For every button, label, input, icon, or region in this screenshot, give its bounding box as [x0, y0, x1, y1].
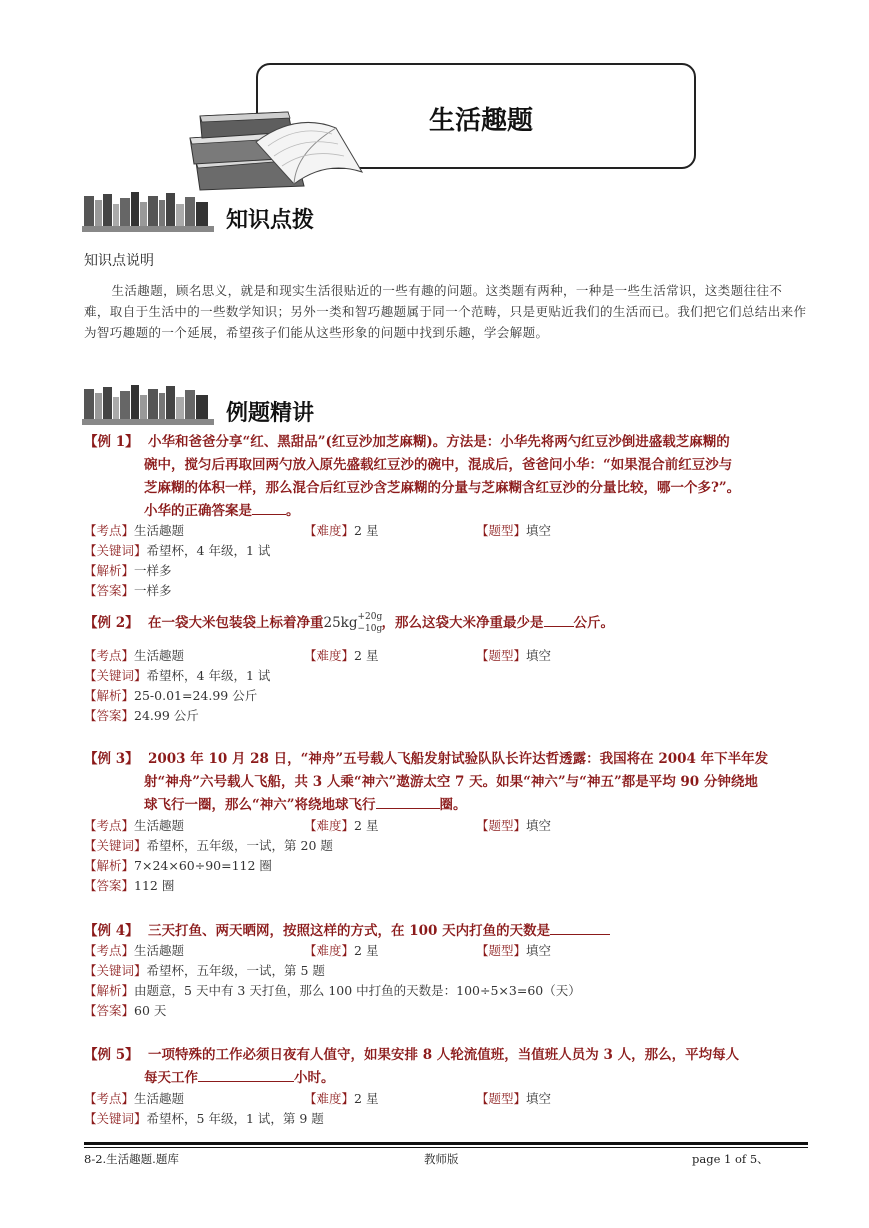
example-2-question: [84, 612, 814, 636]
question-text: 小时。: [294, 1070, 335, 1086]
question-line: [144, 794, 467, 816]
meta-label: 【关键词】: [84, 838, 147, 853]
meta-label: 【答案】: [84, 878, 135, 893]
meta-value: 60 天: [134, 1003, 167, 1018]
question-text: 小华的正确答案是: [144, 503, 252, 519]
question-text: ，那么这袋大米净重最少是: [381, 615, 544, 631]
meta-label: 【考点】: [84, 648, 135, 663]
meta-label: 【关键词】: [84, 543, 147, 558]
meta-value: 希望杯，五年级，一试，第 20 题: [146, 838, 333, 853]
question-text: 在一袋大米包装袋上标着净重: [148, 615, 324, 631]
meta-value: 2 星: [354, 943, 379, 958]
example-4-meta: [84, 941, 814, 1021]
question-text: 三天打鱼、两天晒网，按照这样的方式，在 100 天内打鱼的天数是: [148, 923, 551, 939]
meta-value: 由题意，5 天中有 3 天打鱼，那么 100 中打鱼的天数是：100÷5×3=60（天）: [134, 983, 581, 998]
meta-label: 【考点】: [84, 1091, 135, 1106]
answer-blank: [252, 500, 286, 515]
example-1-meta: [84, 521, 814, 601]
example-5-meta: [84, 1089, 814, 1129]
meta-label: 【难度】: [304, 943, 355, 958]
example-label: 【例 4】: [84, 923, 139, 939]
meta-value: 一样多: [134, 563, 172, 578]
meta-label: 【题型】: [476, 818, 527, 833]
meta-label: 【难度】: [304, 523, 355, 538]
meta-label: 【答案】: [84, 1003, 135, 1018]
section-title-knowledge: 知识点拨: [226, 208, 315, 233]
meta-label: 【关键词】: [84, 1111, 147, 1126]
meta-value: 24.99 公斤: [134, 708, 199, 723]
answer-blank: [198, 1067, 294, 1082]
meta-value: 生活趣题: [134, 818, 185, 833]
question-line: 碗中，搅匀后再取回两勺放入原先盛载红豆沙的碗中，混成后，爸爸问小华：“如果混合前红豆沙与: [144, 457, 733, 473]
meta-label: 【解析】: [84, 688, 135, 703]
meta-value: 生活趣题: [134, 1091, 185, 1106]
meta-label: 【题型】: [476, 943, 527, 958]
meta-value: 填空: [526, 818, 552, 833]
question-text: 球飞行一圈，那么“神六”将绕地球飞行: [144, 797, 376, 813]
meta-label: 【关键词】: [84, 668, 147, 683]
question-line: 小华和爸爸分享“红、黑甜品”(红豆沙加芝麻糊)。方法是：小华先将两勺红豆沙倒进盛载芝麻糊的: [148, 434, 730, 450]
meta-label: 【题型】: [476, 523, 527, 538]
meta-label: 【考点】: [84, 818, 135, 833]
tolerance-upper: +20g: [357, 612, 383, 622]
meta-value: 25-0.01=24.99 公斤: [134, 688, 258, 703]
meta-value: 希望杯，4 年级，1 试: [146, 668, 271, 683]
page-title: 生活趣题: [428, 106, 533, 136]
example-3-meta: [84, 816, 814, 896]
question-text: 。: [286, 503, 300, 519]
question-line: [144, 1067, 335, 1089]
example-label: 【例 1】: [84, 434, 139, 450]
answer-blank: [544, 612, 574, 627]
meta-label: 【考点】: [84, 523, 135, 538]
footer-rule: [84, 1142, 808, 1145]
footer-page-number: page 1 of 5、: [692, 1152, 769, 1166]
weight-value: 25kg: [323, 615, 358, 631]
example-2-meta: [84, 646, 814, 726]
meta-value: 填空: [526, 943, 552, 958]
question-line: 2003 年 10 月 28 日，“神舟”五号载人飞船发射试验队队长许达哲透露：我国将在 2004 年下半年发: [148, 751, 769, 767]
meta-value: 7×24×60÷90=112 圈: [134, 858, 272, 873]
meta-label: 【关键词】: [84, 963, 147, 978]
meta-label: 【难度】: [304, 648, 355, 663]
meta-label: 【解析】: [84, 858, 135, 873]
meta-value: 希望杯，5 年级，1 试，第 9 题: [146, 1111, 324, 1126]
meta-value: 2 星: [354, 1091, 379, 1106]
meta-value: 生活趣题: [134, 648, 185, 663]
section-title-examples: 例题精讲: [226, 401, 315, 426]
answer-blank: [550, 920, 610, 935]
meta-label: 【难度】: [304, 1091, 355, 1106]
example-label: 【例 2】: [84, 615, 139, 631]
meta-label: 【考点】: [84, 943, 135, 958]
question-line: 芝麻糊的体积一样，那么混合后红豆沙含芝麻糊的分量与芝麻糊含红豆沙的分量比较，哪一个多?”。: [144, 480, 741, 496]
meta-value: 生活趣题: [134, 523, 185, 538]
footer-rule: [84, 1147, 808, 1148]
question-line: [148, 612, 614, 634]
example-label: 【例 5】: [84, 1047, 139, 1063]
bookshelf-icon: [82, 383, 214, 427]
question-line: 一项特殊的工作必须日夜有人值守，如果安排 8 人轮流值班，当值班人员为 3 人，那么，平均每人: [148, 1047, 740, 1063]
bookshelf-icon: [82, 190, 214, 234]
meta-label: 【解析】: [84, 563, 135, 578]
example-label: 【例 3】: [84, 751, 139, 767]
meta-value: 112 圈: [134, 878, 175, 893]
question-text: 公斤。: [573, 615, 615, 631]
meta-value: 填空: [526, 523, 552, 538]
footer-center: 教师版: [424, 1152, 459, 1166]
books-illustration: [186, 102, 366, 192]
meta-label: 【答案】: [84, 708, 135, 723]
meta-value: 2 星: [354, 648, 379, 663]
meta-value: 生活趣题: [134, 943, 185, 958]
question-line: [144, 500, 300, 522]
answer-blank: [376, 794, 440, 809]
subheading: 知识点说明: [84, 253, 154, 269]
intro-paragraph: 生活趣题，顾名思义，就是和现实生活很贴近的一些有趣的问题。这类题有两种，一种是一些生活常识，这类题往往不难，取自于生活中的一些数学知识；另外一类和智巧趣题属于同一个范畴，只是更贴近我们的生活而已。我们把它们总结出来作为智巧趣题的一个延展，希望孩子们能从这些形象的问题中找到乐趣，学会解题。: [84, 283, 807, 340]
meta-label: 【题型】: [476, 648, 527, 663]
footer-left: 8-2.生活趣题.题库: [84, 1152, 179, 1166]
tolerance: [357, 612, 383, 634]
question-line: 射“神舟”六号载人飞船，共 3 人乘“神六”遨游太空 7 天。如果“神六”与“神五”都是平均 90 分钟绕地: [144, 774, 758, 790]
meta-value: 2 星: [354, 818, 379, 833]
meta-value: 2 星: [354, 523, 379, 538]
meta-value: 希望杯，4 年级，1 试: [146, 543, 271, 558]
tolerance-lower: −10g: [357, 624, 383, 634]
meta-value: 填空: [526, 648, 552, 663]
question-text: 每天工作: [144, 1070, 198, 1086]
meta-value: 希望杯，五年级，一试，第 5 题: [146, 963, 325, 978]
question-line: [148, 920, 610, 942]
meta-value: 填空: [526, 1091, 552, 1106]
meta-label: 【解析】: [84, 983, 135, 998]
meta-label: 【难度】: [304, 818, 355, 833]
meta-label: 【题型】: [476, 1091, 527, 1106]
meta-label: 【答案】: [84, 583, 135, 598]
meta-value: 一样多: [134, 583, 172, 598]
question-text: 圈。: [439, 797, 467, 813]
